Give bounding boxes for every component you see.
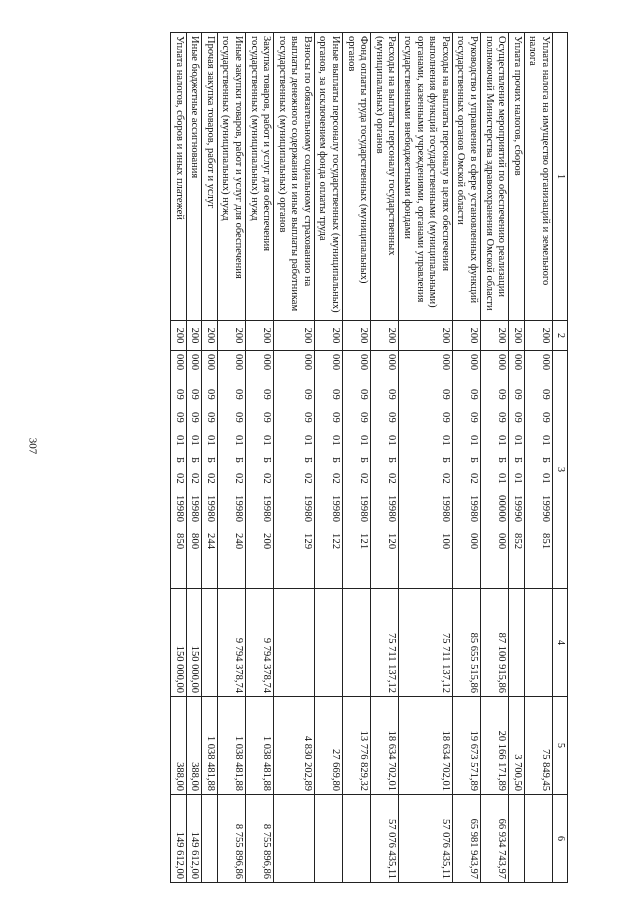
kbk-segment: 19980 xyxy=(173,495,185,523)
kbk-segment: 000 xyxy=(439,354,451,371)
table-row xyxy=(314,33,342,883)
row-name-cell: Осуществление мероприятий по обеспечению реализации полномочий Министерства здравоохранения Омской области xyxy=(481,33,509,321)
row-kbk-cell xyxy=(217,351,245,589)
kbk-segment: 19980 xyxy=(358,495,370,523)
kbk-segment: 09 xyxy=(330,412,342,423)
row-kbk-cell xyxy=(343,351,371,589)
header-col-5: 5 xyxy=(553,697,568,795)
table-row xyxy=(452,33,480,883)
row-name-cell: Руководство и управление в сфере установленных функций государственных органов Омской области xyxy=(452,33,480,321)
kbk-segment: Б xyxy=(261,457,273,464)
row-code-cell: 200 xyxy=(509,321,525,351)
kbk-segment: 09 xyxy=(189,412,201,423)
row-name-cell: Прочая закупка товаров, работ и услуг xyxy=(202,33,218,321)
row-kbk-cell xyxy=(202,351,218,589)
kbk-segment: 000 xyxy=(330,354,342,371)
kbk-segment: 000 xyxy=(204,354,216,371)
header-col-4: 4 xyxy=(553,589,568,697)
row-kbk-cell xyxy=(509,351,525,589)
row-col4-value: 9 794 378,74 xyxy=(245,589,273,697)
table-row xyxy=(202,33,218,883)
budget-table xyxy=(170,32,568,883)
kbk-segment: 19980 xyxy=(232,495,244,523)
kbk-segment: 01 xyxy=(511,473,523,484)
kbk-segment: 100 xyxy=(439,533,451,550)
row-code-cell: 200 xyxy=(343,321,371,351)
kbk-segment: 000 xyxy=(468,533,480,550)
row-code-cell: 200 xyxy=(170,321,186,351)
row-code-cell: 200 xyxy=(217,321,245,351)
kbk-segment: 19980 xyxy=(261,495,273,523)
kbk-segment: Б xyxy=(386,457,398,464)
kbk-segment: Б xyxy=(173,457,185,464)
kbk-segment: 000 xyxy=(173,354,185,371)
kbk-segment: 19990 xyxy=(511,495,523,523)
kbk-segment: 01 xyxy=(540,473,551,484)
row-kbk-cell xyxy=(524,351,552,589)
row-col5-value: 13 776 829,32 xyxy=(343,697,371,795)
table-row xyxy=(245,33,273,883)
row-kbk-cell xyxy=(186,351,202,589)
row-col5-value: 27 669,80 xyxy=(314,697,342,795)
kbk-segment: 02 xyxy=(386,473,398,484)
row-col6-value: 149 612,00 xyxy=(170,795,186,883)
kbk-segment: 09 xyxy=(439,389,451,400)
row-col5-value: 1 038 481,88 xyxy=(245,697,273,795)
kbk-segment: 122 xyxy=(330,533,342,550)
row-col6-value: 66 934 743,97 xyxy=(481,795,509,883)
row-code-cell: 200 xyxy=(371,321,399,351)
row-col4-value: 150 000,00 xyxy=(170,589,186,697)
kbk-segment: 02 xyxy=(330,473,342,484)
kbk-segment: 00000 xyxy=(496,495,508,523)
kbk-segment: 800 xyxy=(189,533,201,550)
kbk-segment: 000 xyxy=(189,354,201,371)
row-col5-value: 20 166 171,89 xyxy=(481,697,509,795)
header-col-3: 3 xyxy=(553,351,568,589)
kbk-segment: Б xyxy=(189,457,201,464)
kbk-segment: 09 xyxy=(496,389,508,400)
kbk-segment: Б xyxy=(496,457,508,464)
kbk-segment: 09 xyxy=(439,412,451,423)
row-col6-value: 57 076 435,11 xyxy=(399,795,452,883)
row-kbk-cell xyxy=(481,351,509,589)
kbk-segment: Б xyxy=(232,457,244,464)
row-kbk-cell xyxy=(245,351,273,589)
kbk-segment: 02 xyxy=(358,473,370,484)
row-code-cell: 200 xyxy=(481,321,509,351)
row-code-cell: 200 xyxy=(452,321,480,351)
kbk-segment: 09 xyxy=(540,412,551,423)
kbk-segment: 19980 xyxy=(439,495,451,523)
kbk-segment: 02 xyxy=(173,473,185,484)
kbk-segment: 01 xyxy=(173,435,185,446)
row-col4-value xyxy=(202,589,218,697)
table-row xyxy=(186,33,202,883)
kbk-segment: 851 xyxy=(540,533,551,550)
row-col4-value xyxy=(314,589,342,697)
kbk-segment: 240 xyxy=(232,533,244,550)
table-row xyxy=(524,33,552,883)
row-col5-value: 3 700,50 xyxy=(509,697,525,795)
kbk-segment: 120 xyxy=(386,533,398,550)
row-col6-value xyxy=(202,795,218,883)
kbk-segment: 129 xyxy=(301,533,313,550)
row-code-cell: 200 xyxy=(186,321,202,351)
row-kbk-cell xyxy=(170,351,186,589)
row-code-cell: 200 xyxy=(274,321,315,351)
row-col5-value: 1 038 481,88 xyxy=(202,697,218,795)
kbk-segment: 01 xyxy=(540,435,551,446)
row-name-cell: Иные выплаты персоналу государственных (муниципальных) органов, за исключением фонда оплаты труда xyxy=(314,33,342,321)
table-row xyxy=(399,33,452,883)
row-col4-value: 75 711 137,12 xyxy=(399,589,452,697)
row-col5-value: 388,00 xyxy=(170,697,186,795)
kbk-segment: 01 xyxy=(358,435,370,446)
row-col5-value: 19 673 571,89 xyxy=(452,697,480,795)
kbk-segment: 01 xyxy=(330,435,342,446)
row-kbk-cell xyxy=(452,351,480,589)
kbk-segment: 19990 xyxy=(540,495,551,523)
row-col4-value xyxy=(524,589,552,697)
row-col4-value: 75 711 137,12 xyxy=(371,589,399,697)
kbk-segment: 09 xyxy=(301,412,313,423)
kbk-segment: 19980 xyxy=(468,495,480,523)
rotated-table-container xyxy=(68,32,568,882)
row-col4-value: 9 794 378,74 xyxy=(217,589,245,697)
row-col4-value: 87 100 915,86 xyxy=(481,589,509,697)
kbk-segment: 01 xyxy=(189,435,201,446)
kbk-segment: 09 xyxy=(511,412,523,423)
kbk-segment: 000 xyxy=(496,354,508,371)
row-col6-value: 149 612,00 xyxy=(186,795,202,883)
row-col6-value xyxy=(314,795,342,883)
row-code-cell: 200 xyxy=(202,321,218,351)
kbk-segment: 19980 xyxy=(301,495,313,523)
row-col5-value: 1 038 481,88 xyxy=(217,697,245,795)
row-col6-value: 57 076 435,11 xyxy=(371,795,399,883)
page-number: 307 xyxy=(26,437,39,455)
kbk-segment: Б xyxy=(330,457,342,464)
header-col-2: 2 xyxy=(553,321,568,351)
kbk-segment: 09 xyxy=(232,412,244,423)
row-col6-value xyxy=(343,795,371,883)
row-code-cell: 200 xyxy=(245,321,273,351)
kbk-segment: 19980 xyxy=(386,495,398,523)
kbk-segment: 02 xyxy=(468,473,480,484)
kbk-segment: 19980 xyxy=(189,495,201,523)
kbk-segment: Б xyxy=(511,457,523,464)
row-kbk-cell xyxy=(399,351,452,589)
kbk-segment: 01 xyxy=(232,435,244,446)
row-code-cell: 200 xyxy=(399,321,452,351)
kbk-segment: 09 xyxy=(173,412,185,423)
kbk-segment: 000 xyxy=(358,354,370,371)
kbk-segment: 121 xyxy=(358,533,370,550)
table-row xyxy=(343,33,371,883)
kbk-segment: 000 xyxy=(496,533,508,550)
row-name-cell: Закупка товаров, работ и услуг для обеспечения государственных (муниципальных) нужд xyxy=(245,33,273,321)
row-col5-value: 18 634 702,01 xyxy=(399,697,452,795)
row-col6-value: 65 981 943,97 xyxy=(452,795,480,883)
kbk-segment: 01 xyxy=(496,435,508,446)
row-col5-value: 388,00 xyxy=(186,697,202,795)
row-name-cell: Расходы на выплаты персоналу в целях обеспечения выполнения функций государственными (муниципальными) органами, казенными учреждениями, органами управления государственными внебюджетными фондами xyxy=(399,33,452,321)
kbk-segment: 09 xyxy=(468,389,480,400)
kbk-segment: 09 xyxy=(386,412,398,423)
row-name-cell: Уплата налогов, сборов и иных платежей xyxy=(170,33,186,321)
kbk-segment: 19980 xyxy=(204,495,216,523)
row-col4-value: 85 655 515,86 xyxy=(452,589,480,697)
row-col6-value xyxy=(509,795,525,883)
table-row xyxy=(170,33,186,883)
kbk-segment: 000 xyxy=(301,354,313,371)
row-col6-value: 8 755 896,86 xyxy=(217,795,245,883)
row-col5-value: 75 849,45 xyxy=(524,697,552,795)
kbk-segment: 850 xyxy=(173,533,185,550)
row-col6-value xyxy=(274,795,315,883)
row-kbk-cell xyxy=(314,351,342,589)
table-row xyxy=(217,33,245,883)
kbk-segment: 09 xyxy=(468,412,480,423)
kbk-segment: 02 xyxy=(232,473,244,484)
row-name-cell: Взносы по обязательному социальному страхованию на выплаты денежного содержания и иные выплаты работникам государственных (муниципальных) органов xyxy=(274,33,315,321)
row-name-cell: Уплата налога на имущество организаций и земельного налога xyxy=(524,33,552,321)
kbk-segment: 09 xyxy=(232,389,244,400)
kbk-segment: 000 xyxy=(261,354,273,371)
table-row xyxy=(509,33,525,883)
row-col5-value: 4 830 202,89 xyxy=(274,697,315,795)
table-body xyxy=(170,33,552,883)
kbk-segment: 02 xyxy=(189,473,201,484)
kbk-segment: 09 xyxy=(204,389,216,400)
kbk-segment: 01 xyxy=(439,435,451,446)
kbk-segment: 09 xyxy=(204,412,216,423)
table-row xyxy=(274,33,315,883)
kbk-segment: 000 xyxy=(232,354,244,371)
kbk-segment: 02 xyxy=(439,473,451,484)
row-kbk-cell xyxy=(274,351,315,589)
kbk-segment: 01 xyxy=(468,435,480,446)
kbk-segment: 09 xyxy=(261,412,273,423)
row-col4-value xyxy=(509,589,525,697)
row-name-cell: Иные закупки товаров, работ и услуг для обеспечения государственных (муниципальных) нужд xyxy=(217,33,245,321)
kbk-segment: 02 xyxy=(261,473,273,484)
row-name-cell: Расходы на выплаты персоналу государственных (муниципальных) органов xyxy=(371,33,399,321)
kbk-segment: Б xyxy=(540,457,551,464)
kbk-segment: Б xyxy=(468,457,480,464)
kbk-segment: 000 xyxy=(511,354,523,371)
kbk-segment: 09 xyxy=(261,389,273,400)
header-col-1: 1 xyxy=(553,33,568,321)
row-code-cell: 200 xyxy=(524,321,552,351)
table-row xyxy=(481,33,509,883)
kbk-segment: 01 xyxy=(204,435,216,446)
kbk-segment: 09 xyxy=(386,389,398,400)
row-kbk-cell xyxy=(371,351,399,589)
row-col5-value: 18 634 702,01 xyxy=(371,697,399,795)
kbk-segment: 09 xyxy=(330,389,342,400)
kbk-segment: Б xyxy=(301,457,313,464)
kbk-segment: 09 xyxy=(301,389,313,400)
kbk-segment: 09 xyxy=(173,389,185,400)
kbk-segment: 000 xyxy=(386,354,398,371)
kbk-segment: 02 xyxy=(204,473,216,484)
row-col4-value xyxy=(343,589,371,697)
kbk-segment: Б xyxy=(439,457,451,464)
kbk-segment: 09 xyxy=(496,412,508,423)
kbk-segment: Б xyxy=(204,457,216,464)
kbk-segment: 09 xyxy=(511,389,523,400)
kbk-segment: 09 xyxy=(189,389,201,400)
kbk-segment: 02 xyxy=(301,473,313,484)
kbk-segment: 244 xyxy=(204,533,216,550)
kbk-segment: 000 xyxy=(468,354,480,371)
kbk-segment: 01 xyxy=(496,473,508,484)
row-col6-value xyxy=(524,795,552,883)
table-row xyxy=(371,33,399,883)
kbk-segment: 852 xyxy=(511,533,523,550)
kbk-segment: 19980 xyxy=(330,495,342,523)
row-name-cell: Иные бюджетные ассигнования xyxy=(186,33,202,321)
row-name-cell: Уплата прочих налогов, сборов xyxy=(509,33,525,321)
kbk-segment: Б xyxy=(358,457,370,464)
row-code-cell: 200 xyxy=(314,321,342,351)
kbk-segment: 200 xyxy=(261,533,273,550)
header-col-6: 6 xyxy=(553,795,568,883)
kbk-segment: 09 xyxy=(358,389,370,400)
header-row xyxy=(553,33,568,883)
kbk-segment: 01 xyxy=(301,435,313,446)
kbk-segment: 01 xyxy=(386,435,398,446)
kbk-segment: 09 xyxy=(358,412,370,423)
kbk-segment: 09 xyxy=(540,389,551,400)
row-name-cell: Фонд оплаты труда государственных (муниципальных) органов xyxy=(343,33,371,321)
kbk-segment: 01 xyxy=(511,435,523,446)
row-col6-value: 8 755 896,86 xyxy=(245,795,273,883)
kbk-segment: 000 xyxy=(540,354,551,371)
kbk-segment: 01 xyxy=(261,435,273,446)
row-col4-value xyxy=(274,589,315,697)
row-col4-value: 150 000,00 xyxy=(186,589,202,697)
